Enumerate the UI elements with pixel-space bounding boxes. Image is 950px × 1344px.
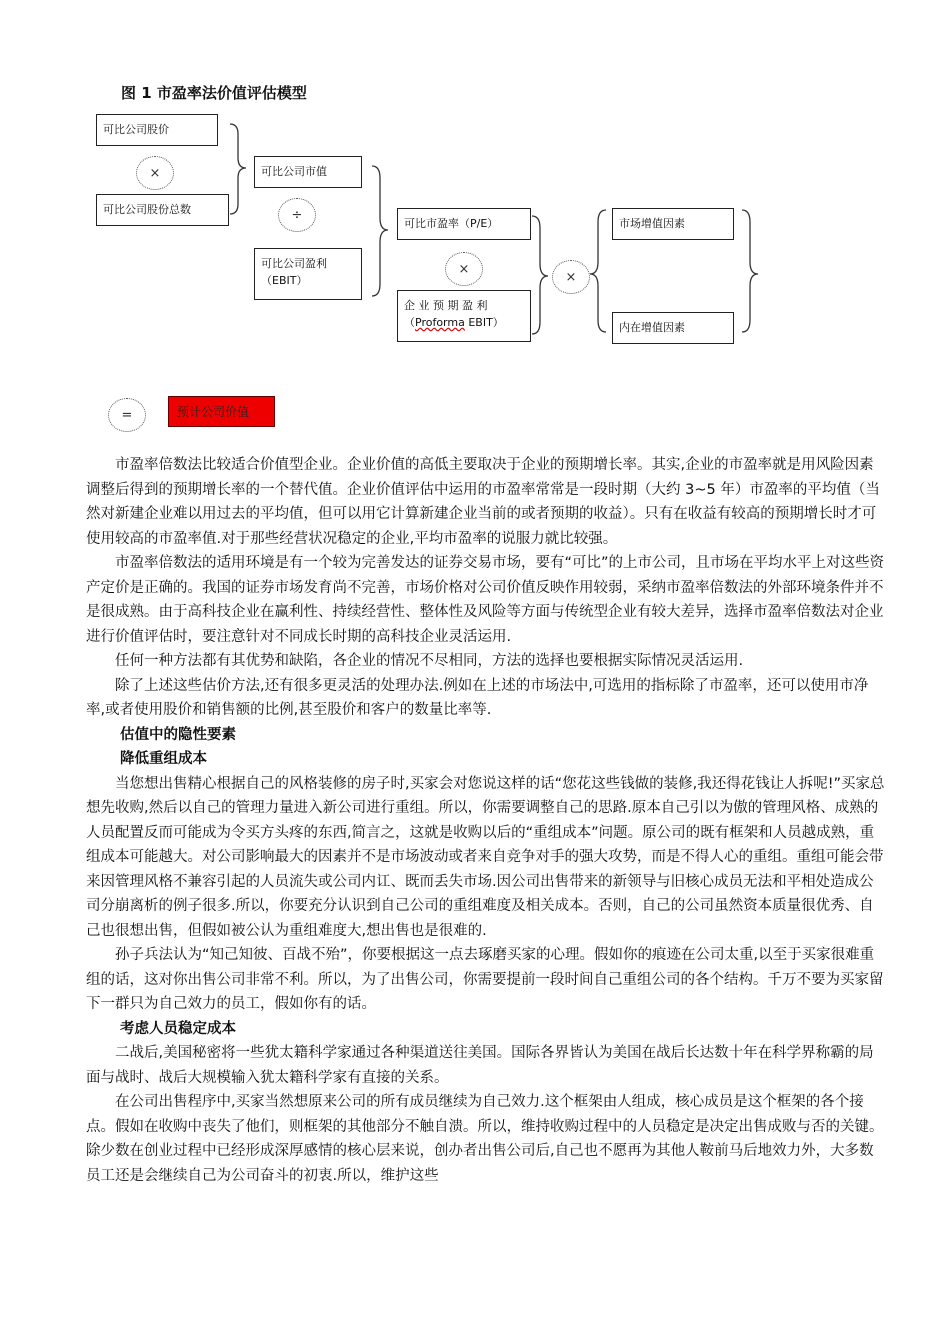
estimated-company-value-label: 预计公司价值 (177, 405, 250, 419)
internal-value-factor-box (612, 312, 734, 344)
bracket-2 (372, 166, 388, 296)
bracket-4 (590, 210, 606, 332)
expected-earnings-box (397, 290, 531, 342)
comparable-pe-label: 可比市盈率（P/E） (404, 217, 499, 230)
divide-operator: ÷ (278, 198, 316, 232)
paragraph-pe-suitability: 市盈率倍数法比较适合价值型企业。企业价值的高低主要取决于企业的预期增长率。其实,企业的市盈率就是用风险因素调整后得到的预期增长率的一个替代值。企业价值评估中运用的市盈率常常是一段时期（大约 3~5 年）市盈率的平均值（当然对新建企业难以用过去的平均值，但可以用它计算新建企业当前的或者预期的收益）。只有在收益有较高的预期增长时才可使用较高的市盈率值.对于那些经营状况稳定的企业,平均市盈率的说服力就比较强。 (86, 457, 880, 547)
heading-staff-stability-cost: 考虑人员稳定成本 (120, 1020, 236, 1037)
paragraph-ww2-scientists: 二战后,美国秘密将一些犹太籍科学家通过各种渠道送往美国。国际各界皆认为美国在战后长达数十年在科学界称霸的局面与战时、战后大规模输入犹太籍科学家有直接的关系。 (86, 1045, 874, 1086)
document-body (86, 453, 886, 1188)
paragraph-other-methods: 除了上述这些估价方法,还有很多更灵活的处理办法.例如在上述的市场法中,可选用的指标除了市盈率，还可以使用市净率,或者使用股价和销售额的比例,甚至股价和客户的数量比率等. (86, 677, 869, 718)
comparable-total-shares-label: 可比公司股份总数 (103, 203, 191, 216)
comparable-share-price-box (96, 114, 218, 146)
internal-value-factor-label: 内在增值因素 (619, 321, 685, 334)
expected-earnings-label: 企 业 预 期 盈 利 (404, 299, 488, 312)
heading-reduce-restructuring-cost: 降低重组成本 (120, 751, 207, 767)
multiply-operator-1: × (136, 156, 174, 190)
paragraph-sunzi: 孙子兵法认为“知己知彼、百战不殆”，你要根据这一点去琢磨买家的心理。假如你的痕迹在公司太重,以至于买家很难重组的话，这对你出售公司非常不利。所以，为了出售公司，你需要提前一段时间自己重组公司的各个结构。千万不要为买家留下一群只为自己效力的员工，假如你有的话。 (86, 947, 884, 1012)
paragraph-pe-environment: 市盈率倍数法的适用环境是有一个较为完善发达的证券交易市场，要有“可比”的上市公司，且市场在平均水平上对这些资产定价是正确的。我国的证券市场发育尚不完善，市场价格对公司价值反映作用较弱，采纳市盈率倍数法的外部环境条件并不是很成熟。由于高科技企业在赢利性、持续经营性、整体性及风险等方面与传统型企业有较大差异，选择市盈率倍数法对企业进行价值评估时，要注意针对不同成长时期的高科技企业灵活运用. (86, 555, 885, 645)
bracket-5 (742, 210, 758, 332)
equals-operator: = (108, 398, 146, 432)
comparable-share-price-label: 可比公司股价 (103, 123, 169, 136)
comparable-earnings-box (254, 248, 362, 300)
multiply-operator-3: × (552, 260, 590, 294)
expected-earnings-ebit: （Proforma EBIT） (404, 316, 504, 329)
comparable-earnings-ebit: （EBIT） (261, 274, 308, 287)
multiply-operator-2: × (445, 252, 483, 286)
bracket-1 (230, 124, 246, 214)
comparable-pe-box (397, 208, 531, 240)
comparable-total-shares-box (96, 194, 229, 226)
proforma-word: Proforma (415, 316, 465, 329)
market-value-factor-label: 市场增值因素 (619, 217, 685, 230)
paragraph-staff-retention: 在公司出售程序中,买家当然想原来公司的所有成员继续为自己效力.这个框架由人组成，核心成员是这个框架的各个接点。假如在收购中丧失了他们，则框架的其他部分不触自溃。所以，维持收购过程中的人员稳定是决定出售成败与否的关键。除少数在创业过程中已经形成深厚感情的核心层来说，创办者出售公司后,自己也不愿再为其他人鞍前马后地效力外，大多数员工还是会继续自己为公司奋斗的初衷.所以，维护这些 (86, 1094, 884, 1184)
comparable-market-value-label: 可比公司市值 (261, 165, 327, 178)
market-value-factor-box (612, 208, 734, 240)
paragraph-method-choice: 任何一种方法都有其优势和缺陷，各企业的情况不尽相同，方法的选择也要根据实际情况灵活运用. (115, 653, 744, 669)
paragraph-restructuring: 当您想出售精心根据自己的风格装修的房子时,买家会对您说这样的话“您花这些钱做的装修,我还得花钱让人拆呢!”买家总想先收购,然后以自己的管理力量进入新公司进行重组。所以，你需要调整自己的思路.原本自己引以为傲的管理风格、成熟的人员配置反而可能成为令买方头疼的东西,简言之，这就是收购以后的“重组成本”问题。原公司的既有框架和人员越成熟，重组成本可能越大。对公司影响最大的因素并不是市场波动或者来自竞争对手的强大攻势，而是不得人心的重组。重组可能会带来因管理风格不兼容引起的人员流失或公司内讧、既而丢失市场.因公司出售带来的新领导与旧核心成员无法和平相处造成公司分崩离析的例子很多.所以，你要充分认识到自己公司的重组难度及相关成本。否则，自己的公司虽然资本质量很优秀、自己也很想出售，但假如被公认为重组难度大,想出售也是很难的. (86, 775, 885, 939)
heading-hidden-factors: 估值中的隐性要素 (120, 726, 236, 743)
comparable-market-value-box (254, 156, 362, 188)
figure-title: 图 1 市盈率法价值评估模型 (121, 84, 307, 102)
bracket-3 (532, 216, 548, 334)
estimated-company-value-box (168, 396, 275, 427)
comparable-earnings-label: 可比公司盈利 (261, 257, 327, 270)
